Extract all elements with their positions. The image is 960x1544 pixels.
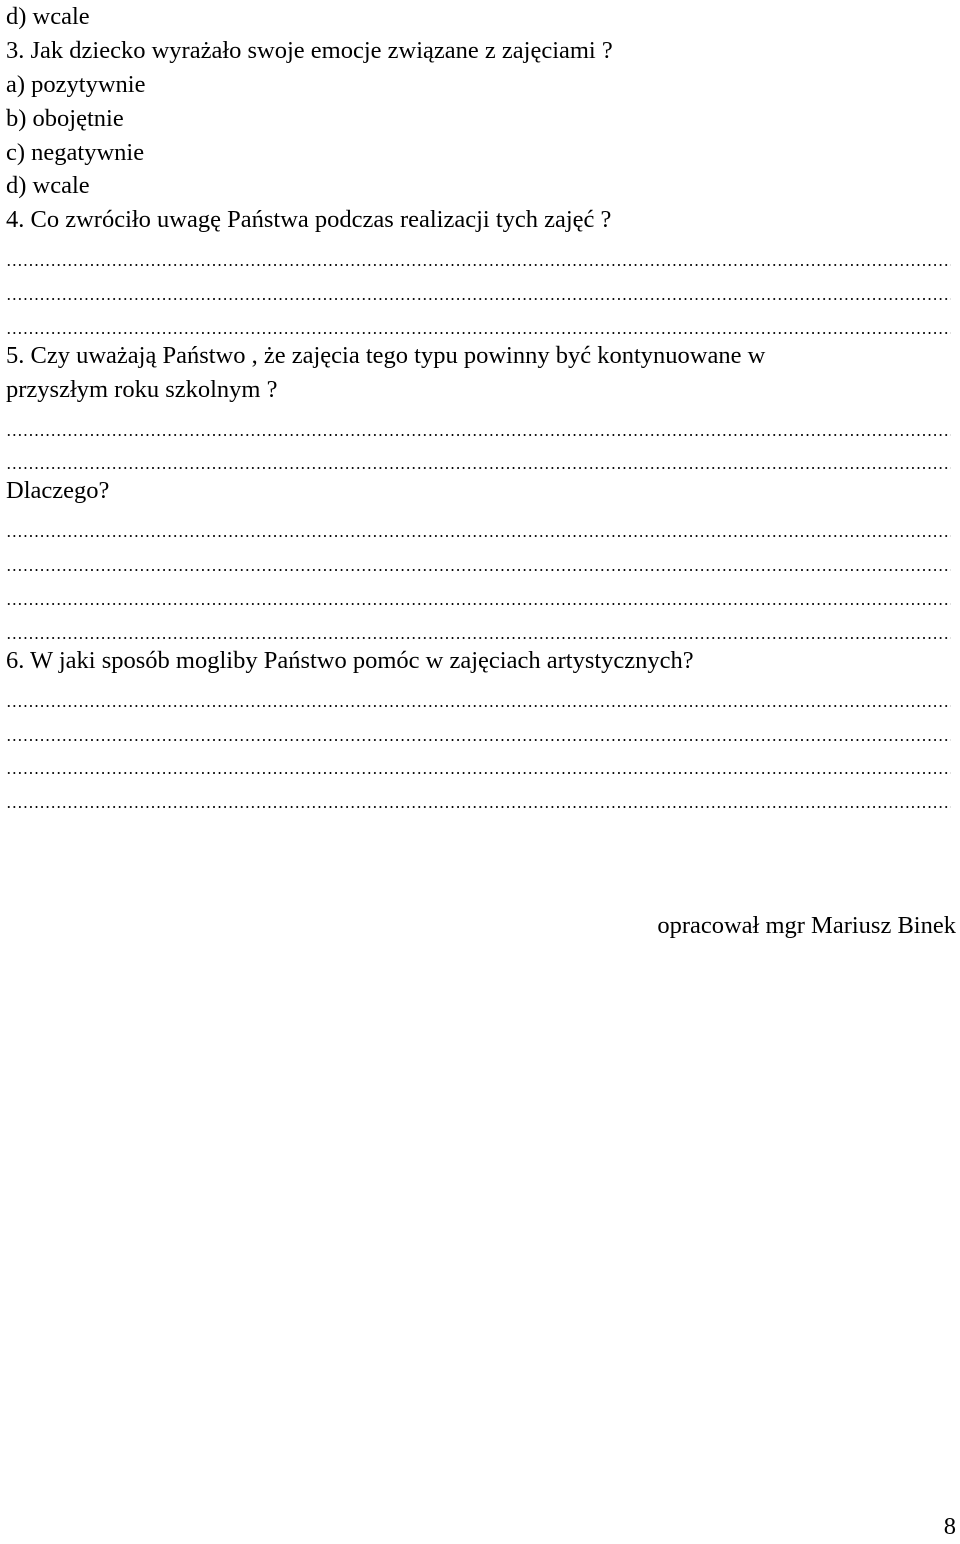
q6-answer-line-4 — [6, 779, 951, 813]
q3-option-b: b) obojętnie — [6, 104, 124, 132]
q4-answer-line-1 — [6, 237, 951, 271]
q5-question-line-2: przyszłym roku szkolnym ? — [6, 375, 278, 403]
q4-answer-line-2 — [6, 271, 951, 305]
q6-answer-line-2 — [6, 712, 951, 746]
q5-followup-answer-line-4 — [6, 610, 951, 644]
q2-option-d: d) wcale — [6, 3, 90, 30]
q5-followup-label: Dlaczego? — [6, 477, 110, 505]
page-number: 8 — [943, 1513, 956, 1540]
q5-answer-line-1 — [6, 407, 951, 441]
q6-answer-line-3 — [6, 746, 951, 780]
q3-question: 3. Jak dziecko wyrażało swoje emocje związane z zajęciami ? — [6, 36, 613, 64]
q3-option-a: a) pozytywnie — [6, 70, 146, 98]
q3-option-c: c) negatywnie — [6, 138, 145, 166]
q5-followup-answer-line-1 — [6, 508, 951, 542]
q5-answer-line-2 — [6, 441, 951, 475]
q4-question: 4. Co zwróciło uwagę Państwa podczas realizacji tych zajęć ? — [6, 206, 612, 234]
q5-question-line-1: 5. Czy uważają Państwo , że zajęcia tego typu powinny być kontynuowane w — [6, 341, 766, 369]
survey-content — [6, 0, 954, 813]
author-signature: opracował mgr Mariusz Binek — [657, 912, 956, 939]
q5-followup-answer-line-3 — [6, 576, 951, 610]
q6-question: 6. W jaki sposób mogliby Państwo pomóc w zajęciach artystycznych? — [6, 646, 694, 674]
q6-answer-line-1 — [6, 678, 951, 712]
q4-answer-line-3 — [6, 305, 951, 339]
q3-option-d: d) wcale — [6, 172, 90, 200]
q5-followup-answer-line-2 — [6, 542, 951, 576]
